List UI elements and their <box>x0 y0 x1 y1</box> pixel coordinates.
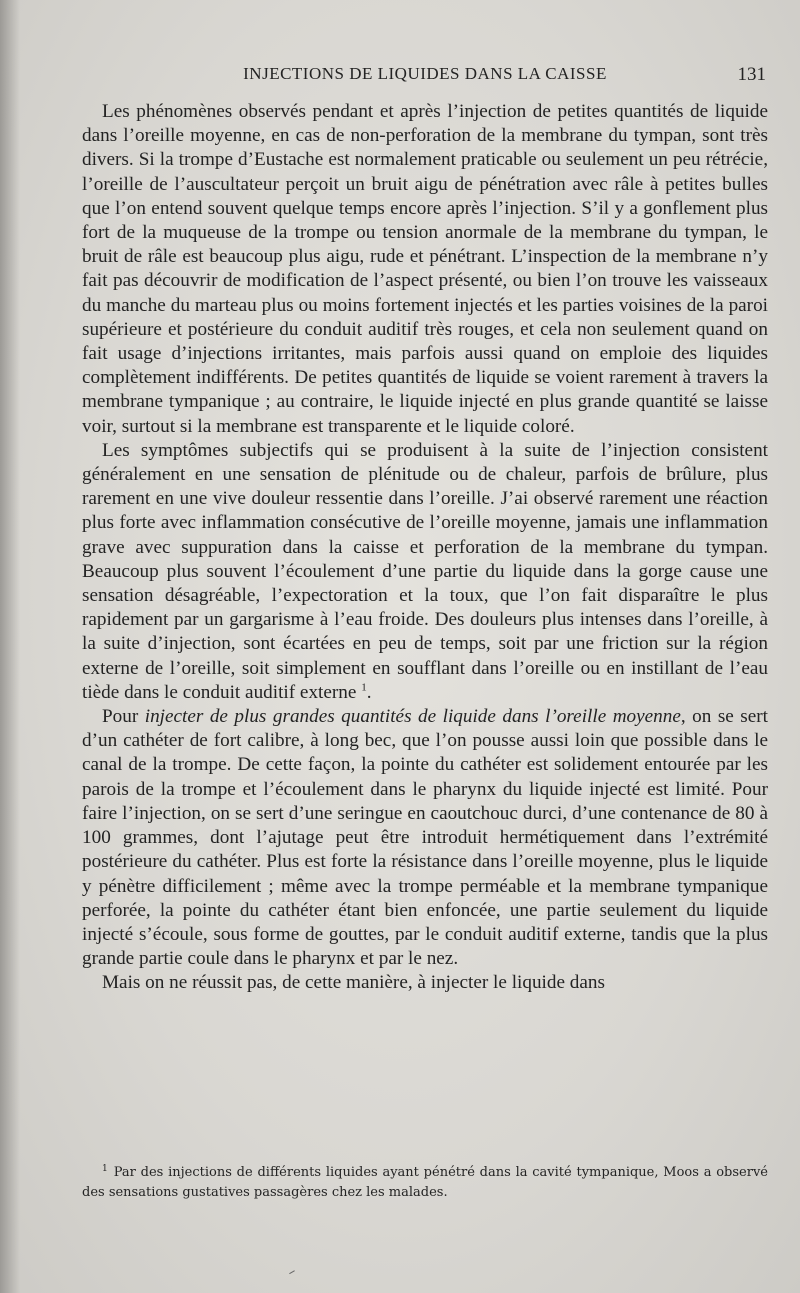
page-gutter-shadow <box>0 0 20 1293</box>
footnote-body: Par des injections de différents liquides ayant pénétré dans la cavité tympanique, Moos a observé des sensations gustatives passagères chez les malades. <box>82 1165 768 1200</box>
footnote <box>82 1163 768 1203</box>
paragraph-end: . <box>366 681 372 703</box>
paragraph: Mais on ne réussit pas, de cette manière, à injecter le liquide dans <box>102 972 605 994</box>
emphasized-phrase: injecter de plus grandes quantités de liquide dans l’oreille moyenne <box>144 706 681 728</box>
footnote-reference: 1 <box>361 681 367 694</box>
footnote-number: 1 <box>102 1163 108 1174</box>
running-title: INJECTIONS DE LIQUIDES DANS LA CAISSE <box>243 64 607 83</box>
page-header <box>82 64 768 88</box>
footnote-text <box>82 1163 768 1203</box>
paragraph <box>82 705 768 971</box>
paragraph <box>82 439 768 705</box>
paragraph: Les phénomènes observés pendant et après l’injection de petites quantités de liquide dans l’oreille moyenne, en cas de non-perforation de la membrane du tympan, sont très divers. Si la trompe d’Eustache est normalement praticable ou seulement un peu rétrécie, l’oreille de l’auscultateur perçoit un bruit aigu de pénétration avec râle à petites bulles que l’on entend souvent quelque temps encore après l’injection. S’il y a gonflement plus fort de la muqueuse de la trompe ou tension anormale de la membrane du tympan, le bruit de râle est beaucoup plus aigu, rude et pénétrant. L’inspection de la membrane n’y fait pas découvrir de modification de l’aspect présenté, ou bien l’on trouve les vaisseaux du manche du marteau plus ou moins fortement injectés et les parties voisines de la paroi supérieure et postérieure du conduit auditif très rouges, et cela non seulement quand on fait usage d’injections irritantes, mais parfois aussi quand on emploie des liquides complètement indifférents. De petites quantités de liquide se voient rarement à travers la membrane tympanique ; au contraire, le liquide injecté en plus grande quantité se laisse voir, surtout si la membrane est transparente et le liquide coloré. <box>82 101 768 437</box>
paragraph-lead: Pour <box>102 706 145 728</box>
page-number: 131 <box>737 64 766 85</box>
stray-mark <box>287 1267 295 1274</box>
paragraph-text: Les symptômes subjectifs qui se produisent à la suite de l’injection consistent généralement en une sensation de plénitude ou de chaleur, parfois de brûlure, plus rarement en une vive douleur ressentie dans l’oreille. J’ai observé rarement une réaction plus forte avec inflammation consécutive de l’oreille moyenne, jamais une inflammation grave avec suppuration dans la caisse et perforation de la membrane du tympan. Beaucoup plus souvent l’écoulement d’une partie du liquide dans la gorge cause une sensation désagréable, l’expectoration et la toux, que l’on fait disparaître le plus rapidement par un gargarisme à l’eau froide. Des douleurs plus intenses dans l’oreille, à la suite d’injection, sont écartées en peu de temps, soit par une friction sur la région externe de l’oreille, soit simplement en soufflant dans l’oreille ou en instillant de l’eau tiède dans le conduit auditif externe <box>82 439 768 703</box>
body-text <box>82 100 768 996</box>
paragraph-text: , on se sert d’un cathéter de fort calibre, à long bec, que l’on pousse aussi loin que possible dans le canal de la trompe. De cette façon, la pointe du cathéter est solidement entourée par les parois de la trompe et l’écoulement dans le pharynx du liquide injecté est limité. Pour faire l’injection, on se sert d’une seringue en caoutchouc durci, d’une contenance de 80 à 100 grammes, dont l’ajutage peut être introduit hermétiquement dans l’extrémité postérieure du cathéter. Plus est forte la résistance dans l’oreille moyenne, plus le liquide y pénètre difficilement ; même avec la trompe perméable et la membrane tympanique perforée, la pointe du cathéter étant bien enfoncée, une partie seulement du liquide injecté s’écoule, sous forme de gouttes, par le conduit auditif externe, tandis que la plus grande partie coule dans le pharynx et par le nez. <box>82 706 769 970</box>
